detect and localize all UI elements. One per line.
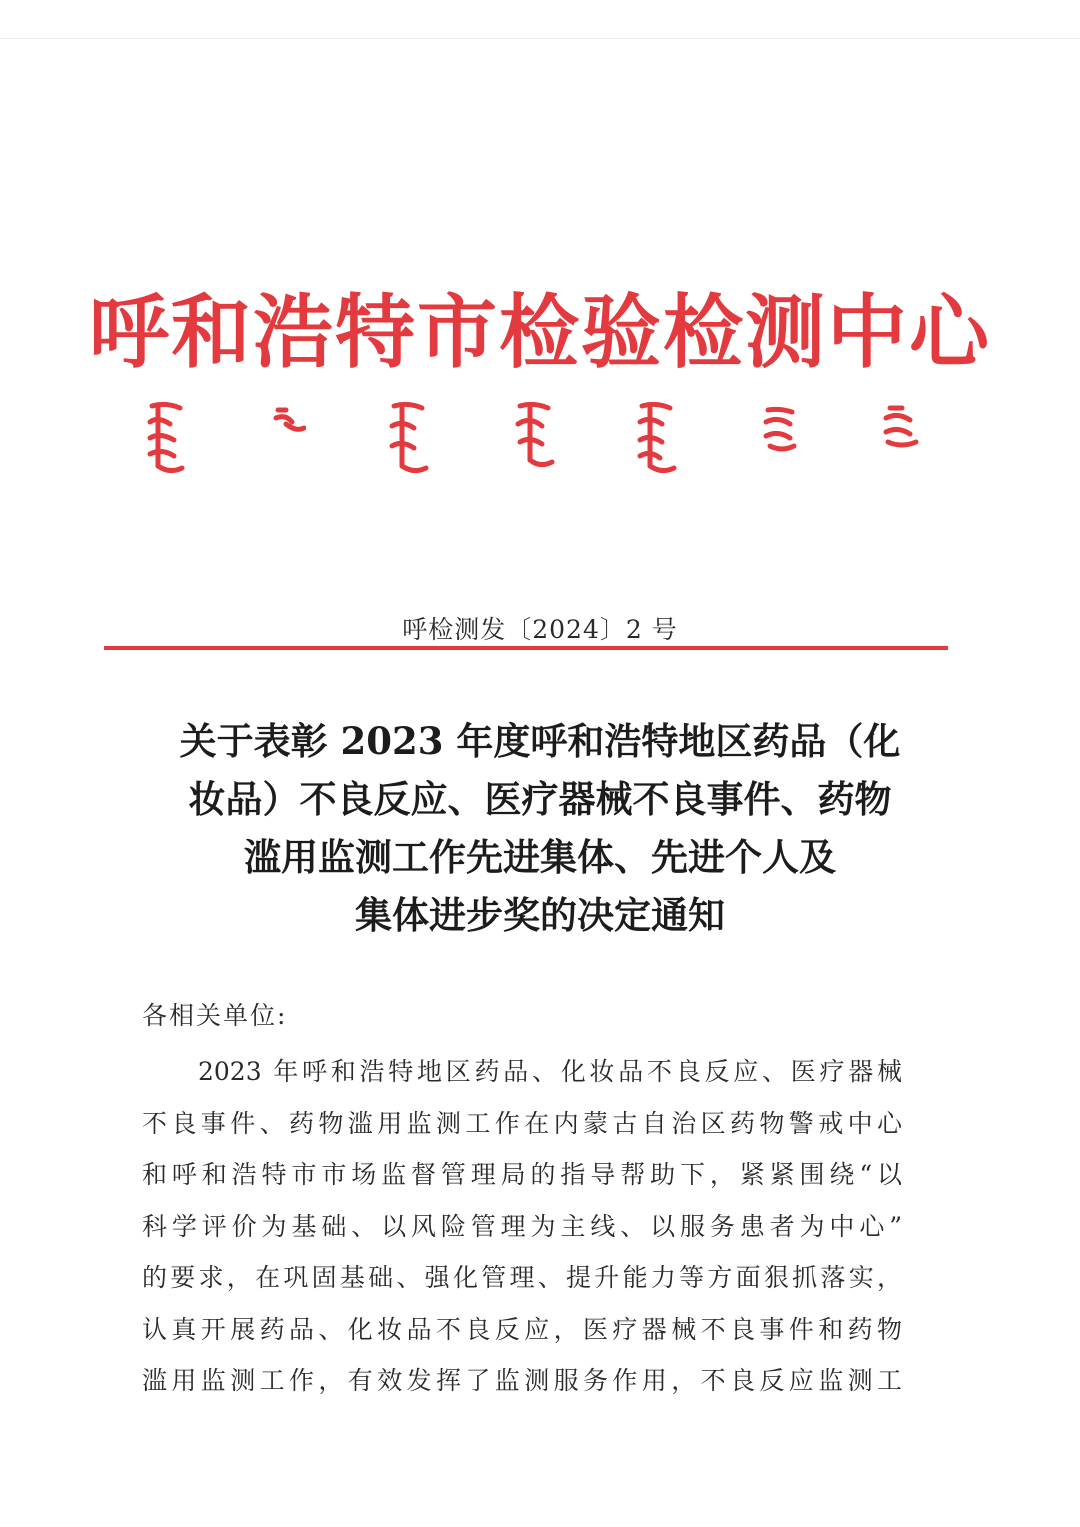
mongolian-word-6 [760, 406, 800, 452]
body-line: 2023 年呼和浩特地区药品、化妆品不良反应、医疗器械 [198, 1057, 902, 1086]
title-line: 关于表彰 2023 年度呼和浩特地区药品（化 [179, 719, 901, 763]
mongolian-word-1 [144, 400, 188, 476]
red-divider-line [104, 646, 948, 650]
mongolian-word-7 [880, 404, 920, 448]
mongolian-word-5 [634, 400, 678, 476]
document-number: 呼检测发〔2024〕2 号 [402, 615, 678, 644]
mongolian-org-name-logo [140, 400, 920, 480]
notice-title [120, 712, 960, 944]
body-line: 认真开展药品、化妆品不良反应，医疗器械不良事件和药物 [142, 1314, 902, 1344]
mongolian-word-2 [272, 406, 306, 436]
org-name-heading: 呼和浩特市检验检测中心 [89, 285, 991, 379]
salutation: 各相关单位: [142, 1001, 288, 1030]
body-line: 科学评价为基础、以风险管理为主线、以服务患者为中心” [142, 1211, 902, 1241]
body-line: 和呼和浩特市市场监督管理局的指导帮助下，紧紧围绕“以 [142, 1160, 902, 1189]
title-line: 滥用监测工作先进集体、先进个人及 [244, 835, 836, 879]
body-line: 不良事件、药物滥用监测工作在内蒙古自治区药物警戒中心 [142, 1108, 902, 1138]
title-line: 集体进步奖的决定通知 [355, 893, 725, 937]
mongolian-word-3 [386, 400, 430, 476]
body-line: 的要求，在巩固基础、强化管理、提升能力等方面狠抓落实， [142, 1263, 902, 1292]
body-line: 滥用监测工作，有效发挥了监测服务作用，不良反应监测工 [142, 1366, 902, 1395]
mongolian-word-4 [512, 400, 556, 470]
page-top-edge [0, 38, 1080, 39]
body-paragraph [142, 1046, 902, 1407]
title-line: 妆品）不良反应、医疗器械不良事件、药物 [188, 777, 892, 821]
